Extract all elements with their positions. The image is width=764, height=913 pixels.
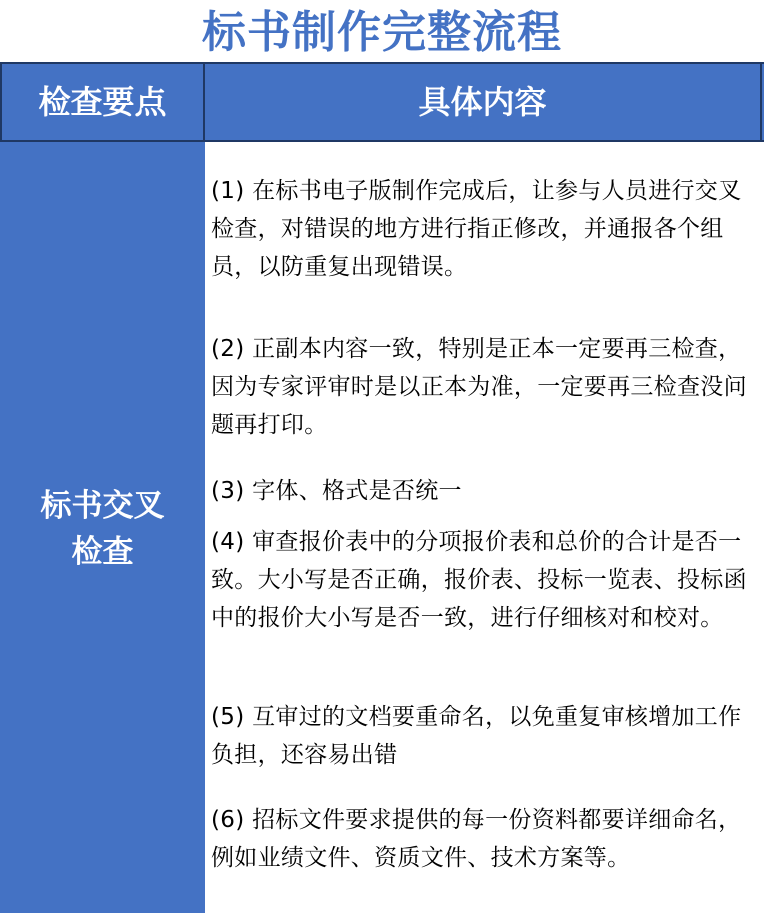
check-point-label (0, 483, 205, 575)
detail-item-3: (3) 字体、格式是否统一 (211, 478, 462, 504)
detail-item-2: (2) 正副本内容一致，特别是正本一定要再三检查，因为专家评审时是以正本为准，一定要再三检查没问题再打印。 (211, 336, 747, 438)
detail-item-6: (6) 招标文件要求提供的每一份资料都要详细命名，例如业绩文件、资质文件、技术方案等。 (211, 807, 742, 871)
check-point-label-line1: 标书交叉 (40, 488, 165, 524)
check-point-label-line2: 检查 (71, 534, 134, 570)
header-check-points: 检查要点 (0, 64, 205, 140)
header-details: 具体内容 (205, 64, 762, 140)
table-header (0, 62, 764, 142)
detail-item-1: (1) 在标书电子版制作完成后，让参与人员进行交叉检查，对错误的地方进行指正修改，并通报各个组员，以防重复出现错误。 (211, 178, 742, 280)
detail-item-4: (4) 审查报价表中的分项报价表和总价的合计是否一致。大小写是否正确，报价表、投标一览表、投标函中的报价大小写是否一致，进行仔细核对和校对。 (211, 529, 747, 631)
detail-item-5: (5) 互审过的文档要重命名，以免重复审核增加工作负担，还容易出错 (211, 704, 742, 768)
page-title: 标书制作完整流程 (202, 7, 562, 58)
